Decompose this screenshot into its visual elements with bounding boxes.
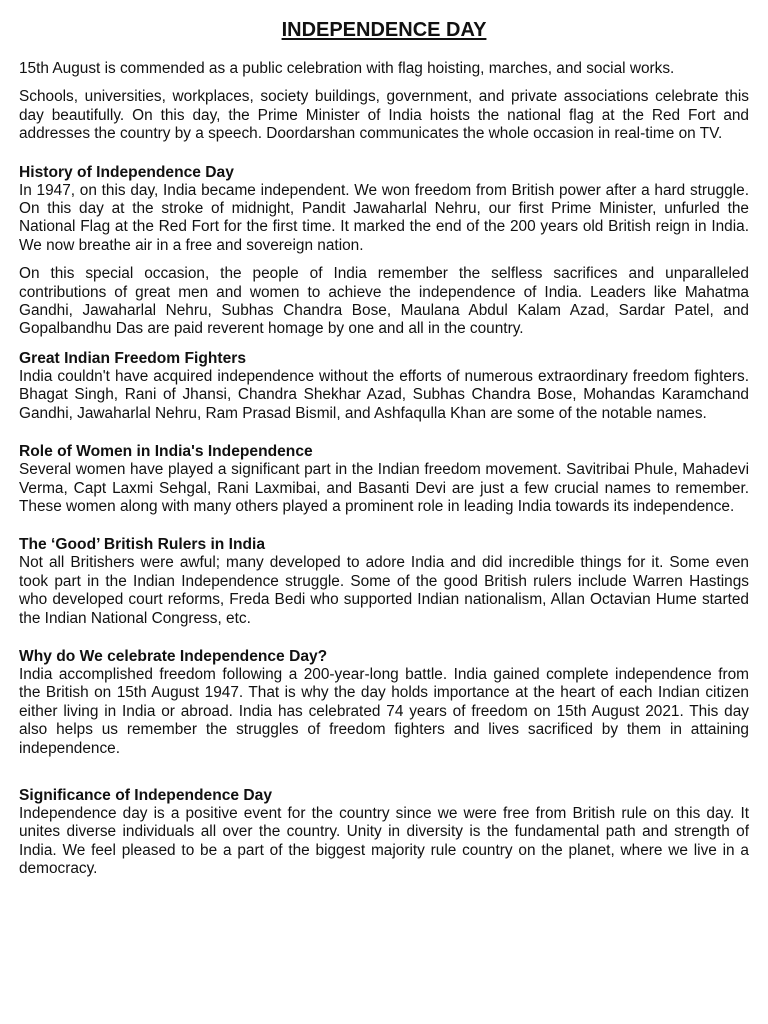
document-title: INDEPENDENCE DAY (281, 19, 487, 41)
history-paragraph-1: In 1947, on this day, India became independent. We won freedom from British power after a hard struggle. On this day at the stroke of midnight, Pandit Jawaharlal Nehru, our first Prime Minister, unfurled the National Flag at the Red Fort for the first time. It marked the end of the 200 years old British reign in India. We now breathe air in a free and sovereign nation. (19, 181, 749, 254)
intro-paragraph-2: Schools, universities, workplaces, society buildings, government, and private associations celebrate this day beautifully. On this day, the Prime Minister of India hoists the national flag at the Red Fort and addresses the country by a speech. Doordarshan communicates the whole occasion in real-time on TV. (19, 88, 749, 143)
intro-paragraph-1: 15th August is commended as a public celebration with flag hoisting, marches, and social works. (19, 60, 675, 77)
section-heading-history: History of Independence Day (19, 163, 234, 181)
women-paragraph: Several women have played a significant part in the Indian freedom movement. Savitribai Phule, Mahadevi Verma, Capt Laxmi Sehgal, Rani Laxmibai, and Basanti Devi are just a few crucial names to remember. These women along with many others played a prominent role in leading India towards its independence. (19, 461, 749, 515)
why-celebrate-paragraph: India accomplished freedom following a 200-year-long battle. India gained complete independence from the British on 15th August 1947. That is why the day holds importance at the heart of each Indian citizen either living in India or abroad. India has celebrated 74 years of freedom on 15th August 2021. This day also helps us remember the struggles of freedom fighters and lives sacrificed by them in attaining independence. (19, 665, 749, 757)
section-heading-british-rulers: The ‘Good’ British Rulers in India (19, 536, 266, 554)
section-heading-significance: Significance of Independence Day (19, 786, 273, 804)
freedom-fighters-paragraph: India couldn't have acquired independence without the efforts of numerous extraordinary freedom fighters. Bhagat Singh, Rani of Jhansi, Chandra Shekhar Azad, Subhas Chandra Bose, Mohandas Karamchand Gandhi, Jawaharlal Nehru, Ram Prasad Bismil, and Ashfaqulla Khan are some of the notable names. (19, 367, 749, 422)
history-paragraph-2: On this special occasion, the people of India remember the selfless sacrifices and unparalleled contributions of great men and women to achieve the independence of India. Leaders like Mahatma Gandhi, Jawaharlal Nehru, Subhas Chandra Bose, Maulana Abdul Kalam Azad, Sardar Patel, and Gopalbandhu Das are paid reverent homage by one and all in the country. (19, 265, 749, 338)
significance-paragraph: Independence day is a positive event for the country since we were free from British rule on this day. It unites diverse individuals all over the country. Unity in diversity is the fundamental path and strength of India. We feel pleased to be a part of the biggest majority rule country on the planet, where we live in a democracy. (19, 804, 749, 878)
section-heading-freedom-fighters: Great Indian Freedom Fighters (19, 349, 247, 367)
section-heading-women: Role of Women in India's Independence (19, 443, 313, 461)
section-heading-why-celebrate: Why do We celebrate Independence Day? (19, 647, 328, 665)
british-rulers-paragraph: Not all Britishers were awful; many developed to adore India and did incredible things for it. Some even took part in the Indian Independence struggle. Some of the good British rulers include Warren Hastings who developed court reforms, Freda Bedi who supported Indian nationalism, Allan Octavian Hume started the Indian National Congress, etc. (19, 554, 749, 627)
